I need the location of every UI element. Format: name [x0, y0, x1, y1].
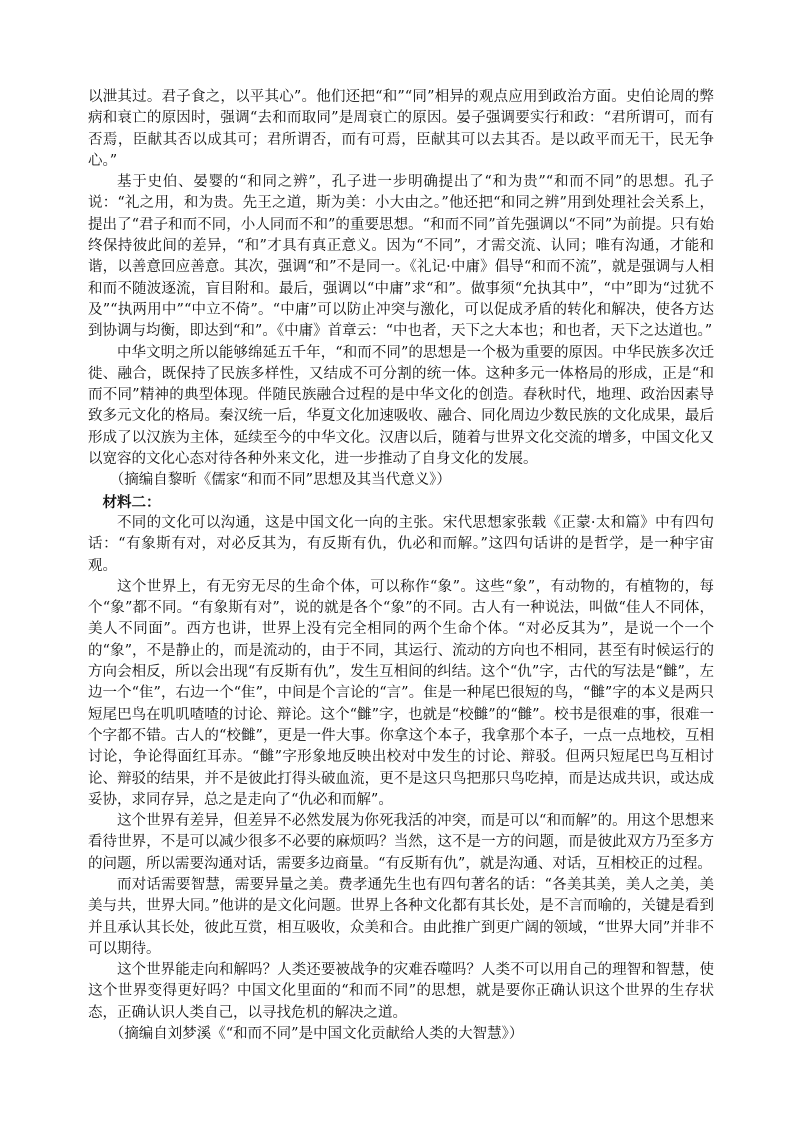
paragraph: 这个世界有差异，但差异不必然发展为你死我活的冲突，而是可以“和而解”的。用这个思想来看待世界，不是可以减少很多不必要的麻烦吗？当然，这不是一方的问题，而是彼此双方乃至多方的问题，所以需要沟通对话，需要多边商量。“有反斯有仇”，就是沟通、对话，互相校正的过程。	[88, 813, 714, 872]
paragraph: 这个世界上，有无穷无尽的生命个体，可以称作“象”。这些“象”，有动物的，有植物的，每个“象”都不同。“有象斯有对”，说的就是各个“象”的不同。古人有一种说法，叫做“佳人不同体，美人不同面”。西方也讲，世界上没有完全相同的两个生命个体。“对必反其为”，是说一个一个的“象”，不是静止的，而是流动的，由于不同，其运行、流动的方向也不相同，甚至有时候运行的方向会相反，所以会出现“有反斯有仇”，发生互相间的纠结。这个“仇”字，古代的写法是“雠”，左边一个“隹”，右边一个“隹”，中间是个言论的“言”。隹是一种尾巴很短的鸟，“雠”字的本义是两只短尾巴鸟在叽叽喳喳的讨论、辩论。这个“雠”字，也就是“校雠”的“雠”。校书是很难的事，很难一个字都不错。古人的“校雠”，更是一件大事。你拿这个本子，我拿那个本子，一点一点地校，互相讨论，争论得面红耳赤。“雠”字形象地反映出校对中发生的讨论、辩驳。但两只短尾巴鸟互相讨论、辩驳的结果，并不是彼此打得头破血流，更不是这只鸟把那只鸟吃掉，而是达成共识，或达成妥协，求同存异，总之是走向了“仇必和而解”。	[88, 578, 714, 808]
paragraph: 而对话需要智慧，需要异量之美。费孝通先生也有四句著名的话：“各美其美，美人之美，美美与共，世界大同。”他讲的是文化问题。世界上各种文化都有其长处，是不言而喻的，关键是看到并且承认其长处，彼此互赏，相互吸收，众美和合。由此推广到更广阔的领域，“世界大同”并非不可以期待。	[88, 876, 714, 957]
paragraph: 不同的文化可以沟通，这是中国文化一向的主张。宋代思想家张载《正蒙·太和篇》中有四句话：“有象斯有对，对必反其为，有反斯有仇，仇必和而解。”这四句话讲的是哲学，是一种宇宙观。	[88, 514, 714, 574]
paragraph: 以泄其过。君子食之，以平其心”。他们还把“和”“同”相异的观点应用到政治方面。史伯论周的弊病和衰亡的原因时，强调“去和而取同”是周衰亡的原因。晏子强调要实行和政：“君所谓可，而有否焉，臣献其否以成其可；君所谓否，而有可焉，臣献其可以去其否。是以政平而无干，民无争心。”	[88, 89, 714, 169]
document-page	[88, 87, 714, 1045]
paragraph: 基于史伯、晏婴的“和同之辨”，孔子进一步明确提出了“和为贵”“和而不同”的思想。孔子说：“礼之用，和为贵。先王之道，斯为美：小大由之。”他还把“和同之辨”用到处理社会关系上，提出了“君子和而不同，小人同而不和”的重要思想。“和而不同”首先强调以“不同”为前提。只有始终保持彼此间的差异，“和”才具有真正意义。因为“不同”，才需交流、认同；唯有沟通，才能和谐，以善意回应善意。其次，强调“和”不是同一。《礼记·中庸》倡导“和而不流”，就是强调与人相和而不随波逐流，盲目附和。最后，强调以“中庸”求“和”。做事须“允执其中”，“中”即为“过犹不及”“执两用中”“中立不倚”。“中庸”可以防止冲突与激化，可以促成矛盾的转化和解决，使各方达到协调与均衡，即达到“和”。《中庸》首章云：“中也者，天下之大本也；和也者，天下之达道也。”	[88, 174, 714, 340]
paragraph: 这个世界能走向和解吗？人类还要被战争的灾难吞噬吗？人类不可以用自己的理智和智慧，使这个世界变得更好吗？中国文化里面的“和而不同”的思想，就是要你正确认识这个世界的生存状态，正确认识人类自己，以寻找危机的解决之道。	[88, 962, 714, 1021]
source-citation: （摘编自刘梦溪《“和而不同”是中国文化贡献给人类的大智慧》）	[109, 1026, 524, 1043]
paragraph: 中华文明之所以能够绵延五千年，“和而不同”的思想是一个极为重要的原因。中华民族多次迁徙、融合，既保持了民族多样性，又结成不可分割的统一体。这种多元一体格局的形成，正是“和而不同”精神的典型体现。伴随民族融合过程的是中华文化的创造。春秋时代，地理、政治因素导致多元文化的格局。秦汉统一后，华夏文化加速吸收、融合、同化周边少数民族的文化成果，最后形成了以汉族为主体，延续至今的中华文化。汉唐以后，随着与世界文化交流的增多，中国文化又以宽容的文化心态对待各种外来文化，进一步推动了自身文化的发展。	[88, 344, 714, 468]
material-heading: 材料二：	[102, 493, 161, 511]
source-citation: （摘编自黎昕《儒家“和而不同”思想及其当代意义》）	[109, 472, 451, 489]
